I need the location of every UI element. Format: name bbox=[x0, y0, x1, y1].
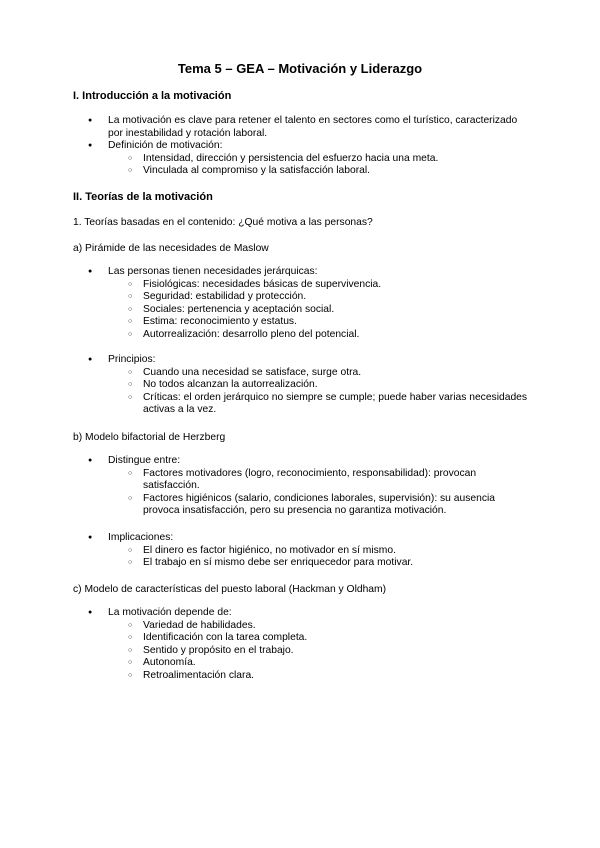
list-item bbox=[73, 354, 530, 417]
list-item bbox=[73, 607, 530, 683]
list-item-text: Principios: bbox=[108, 354, 156, 365]
list-item-text: Implicaciones: bbox=[108, 532, 174, 543]
sub-list-item: ○ Factores motivadores (logro, reconocimiento, responsabilidad): provocan satisfacción. bbox=[108, 468, 530, 493]
list-item-text: La motivación depende de: bbox=[108, 607, 232, 618]
content-theories-intro: 1. Teorías basadas en el contenido: ¿Qué motiva a las personas? bbox=[73, 217, 373, 228]
herzberg-list-2 bbox=[73, 532, 530, 570]
section-1 bbox=[73, 89, 530, 103]
sub-list-item: ○ No todos alcanzan la autorrealización. bbox=[108, 379, 530, 392]
list-item bbox=[73, 532, 530, 570]
sub-list-item: ○ Autorrealización: desarrollo pleno del potencial. bbox=[108, 329, 530, 342]
list-item-text: La motivación es clave para retener el talento en sectores como el turístico, caracterizado por inestabilidad y rotación laboral. bbox=[108, 115, 518, 139]
section-2 bbox=[73, 190, 530, 204]
hackman-heading: c) Modelo de características del puesto laboral (Hackman y Oldham) bbox=[73, 584, 387, 595]
sub-list-item: ○ Retroalimentación clara. bbox=[108, 670, 530, 683]
sub-list-item: ○ Sentido y propósito en el trabajo. bbox=[108, 645, 530, 658]
list-item-text: Definición de motivación: bbox=[108, 140, 223, 152]
maslow-heading: a) Pirámide de las necesidades de Maslow bbox=[73, 243, 269, 254]
hackman-list-1 bbox=[73, 607, 530, 683]
sub-list-item: ○ Vinculada al compromiso y la satisfacción laboral. bbox=[108, 165, 530, 178]
sub-list-item: ○ El dinero es factor higiénico, no motivador en sí mismo. bbox=[108, 545, 530, 558]
herzberg-list-1 bbox=[73, 455, 530, 518]
hackman-heading-block bbox=[73, 583, 530, 596]
section-1-list bbox=[73, 115, 530, 178]
section-2-intro bbox=[73, 216, 530, 229]
sub-list-item: ○ Seguridad: estabilidad y protección. bbox=[108, 291, 530, 304]
section-2-heading: II. Teorías de la motivación bbox=[73, 191, 213, 203]
sub-list-item: ○ Identificación con la tarea completa. bbox=[108, 632, 530, 645]
herzberg-heading: b) Modelo bifactorial de Herzberg bbox=[73, 432, 226, 443]
sub-list-item: ○ Cuando una necesidad se satisface, surge otra. bbox=[108, 367, 530, 380]
sub-list-item: ○ Variedad de habilidades. bbox=[108, 620, 530, 633]
sub-list-item: ○ Sociales: pertenencia y aceptación social. bbox=[108, 304, 530, 317]
list-item-text: Las personas tienen necesidades jerárquicas: bbox=[108, 266, 318, 277]
maslow-heading-block bbox=[73, 242, 530, 255]
sub-list-item: ○ Fisiológicas: necesidades básicas de supervivencia. bbox=[108, 279, 530, 292]
sub-list-item: ○ Estima: reconocimiento y estatus. bbox=[108, 316, 530, 329]
maslow-list-2 bbox=[73, 354, 530, 417]
herzberg-heading-block bbox=[73, 431, 530, 444]
section-1-heading: I. Introducción a la motivación bbox=[73, 90, 232, 102]
sub-list-item: ○ Intensidad, dirección y persistencia del esfuerzo hacia una meta. bbox=[108, 153, 530, 166]
maslow-list-1 bbox=[73, 266, 530, 342]
list-item-text: Distingue entre: bbox=[108, 455, 181, 466]
list-item bbox=[73, 115, 530, 140]
list-item bbox=[73, 140, 530, 178]
list-item bbox=[73, 455, 530, 518]
sub-list-item: ○ El trabajo en sí mismo debe ser enriquecedor para motivar. bbox=[108, 557, 530, 570]
document-title: Tema 5 – GEA – Motivación y Liderazgo bbox=[177, 61, 423, 76]
sub-list-item: ○ Autonomía. bbox=[108, 657, 530, 670]
sub-list-item: ○ Críticas: el orden jerárquico no siempre se cumple; puede haber varias necesidades activas a la vez. bbox=[108, 392, 530, 417]
sub-list-item: ○ Factores higiénicos (salario, condiciones laborales, supervisión): su ausencia provoca insatisfacción, pero su presencia no garantiza motivación. bbox=[108, 493, 530, 518]
list-item bbox=[73, 266, 530, 342]
